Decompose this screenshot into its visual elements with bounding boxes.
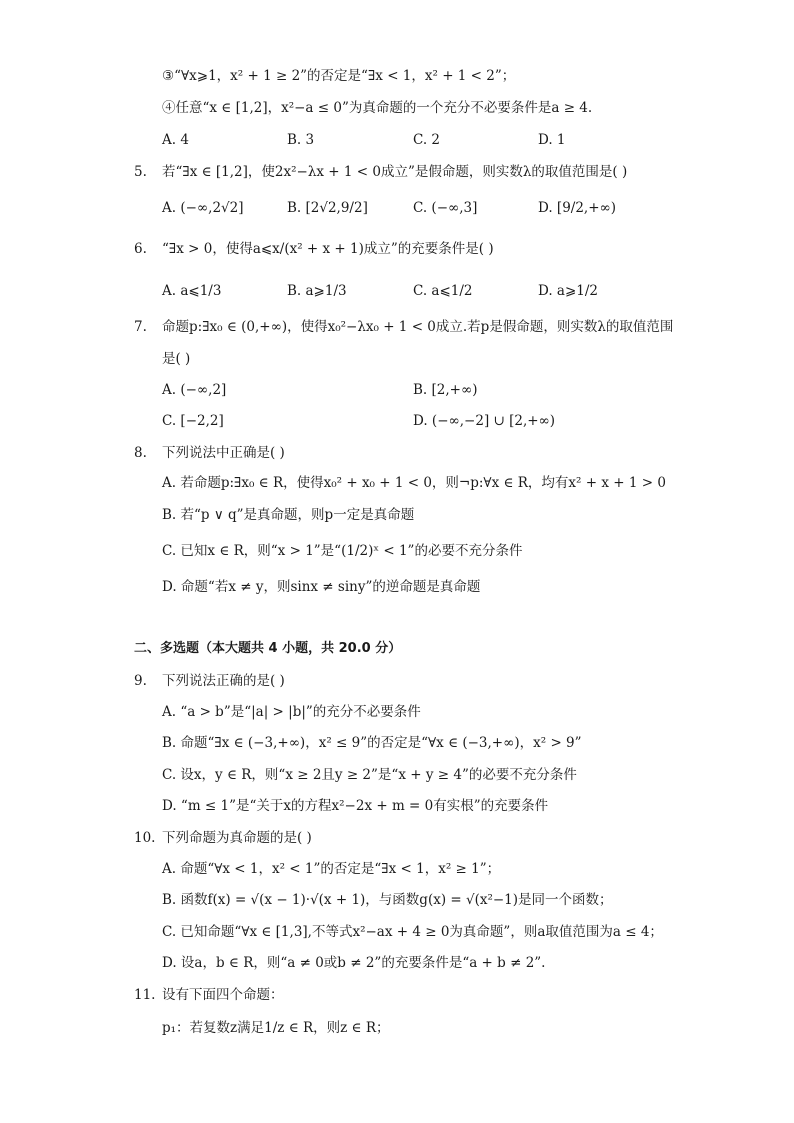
q8-option-b[interactable]: B. 若“p ∨ q”是真命题，则p一定是真命题: [162, 507, 415, 523]
q8-option-c[interactable]: C. 已知x ∈ R，则“x > 1”是“(1/2)ˣ < 1”的必要不充分条件: [162, 543, 523, 559]
q6-stem: “∃x > 0，使得a⩽x/(x² + x + 1)成立”的充要条件是( ): [162, 241, 494, 257]
q5-option-a[interactable]: A. (−∞,2√2]: [162, 200, 244, 216]
q10-stem: 下列命题为真命题的是( ): [162, 830, 312, 846]
q7-stem-line1: 命题p:∃x₀ ∈ (0,+∞)，使得x₀²−λx₀ + 1 < 0成立.若p是假命题，则实数λ的取值范围: [162, 319, 674, 335]
q9-option-d[interactable]: D. “m ≤ 1”是“关于x的方程x²−2x + m = 0有实根”的充要条件: [162, 798, 549, 814]
q4-option-a[interactable]: A. 4: [162, 132, 189, 148]
q9-number: 9.: [134, 673, 147, 689]
q6-number: 6.: [134, 241, 147, 257]
q11-stem: 设有下面四个命题：: [162, 987, 284, 1003]
q11-p1: p₁：若复数z满足1/z ∈ R，则z ∈ R；: [162, 1020, 390, 1036]
q8-option-a[interactable]: A. 若命题p:∃x₀ ∈ R，使得x₀² + x₀ + 1 < 0，则¬p:∀x ∈ R，均有x² + x + 1 > 0: [162, 475, 666, 491]
q7-stem-line2: 是( ): [162, 351, 191, 367]
q7-option-d[interactable]: D. (−∞,−2] ∪ [2,+∞): [413, 413, 556, 429]
section-2-title: 二、多选题（本大题共 4 小题，共 20.0 分）: [134, 641, 402, 656]
q4-option-b[interactable]: B. 3: [287, 132, 315, 148]
q8-number: 8.: [134, 445, 147, 461]
q8-stem: 下列说法中正确是( ): [162, 445, 285, 461]
q10-option-c[interactable]: C. 已知命题“∀x ∈ [1,3],不等式x²−ax + 4 ≥ 0为真命题”，则a取值范围为a ≤ 4；: [162, 924, 663, 940]
q10-number: 10.: [134, 830, 156, 846]
q4-option-d[interactable]: D. 1: [538, 132, 566, 148]
q9-option-b[interactable]: B. 命题“∃x ∈ (−3,+∞)，x² ≤ 9”的否定是“∀x ∈ (−3,+∞)，x² > 9”: [162, 735, 582, 751]
q9-option-a[interactable]: A. “a > b”是“|a| > |b|”的充分不必要条件: [162, 704, 421, 720]
q7-number: 7.: [134, 319, 147, 335]
q11-number: 11.: [134, 987, 156, 1003]
q7-option-b[interactable]: B. [2,+∞): [413, 382, 478, 398]
q5-option-d[interactable]: D. [9/2,+∞): [538, 200, 617, 216]
statement-4: ④任意“x ∈ [1,2]，x²−a ≤ 0”为真命题的一个充分不必要条件是a ≥ 4.: [162, 100, 593, 116]
q10-option-b[interactable]: B. 函数f(x) = √(x − 1)·√(x + 1)，与函数g(x) = √(x²−1)是同一个函数；: [162, 892, 613, 908]
q10-option-a[interactable]: A. 命题“∀x < 1，x² < 1”的否定是“∃x < 1，x² ≥ 1”；: [162, 861, 501, 877]
q10-option-d[interactable]: D. 设a，b ∈ R，则“a ≠ 0或b ≠ 2”的充要条件是“a + b ≠ 2”.: [162, 955, 546, 971]
q4-option-c[interactable]: C. 2: [413, 132, 441, 148]
q5-number: 5.: [134, 164, 147, 180]
q7-option-a[interactable]: A. (−∞,2]: [162, 382, 227, 398]
q6-option-b[interactable]: B. a⩾1/3: [287, 283, 347, 299]
q9-option-c[interactable]: C. 设x，y ∈ R，则“x ≥ 2且y ≥ 2”是“x + y ≥ 4”的必要不充分条件: [162, 767, 577, 783]
q5-option-b[interactable]: B. [2√2,9/2]: [287, 200, 368, 216]
q9-stem: 下列说法正确的是( ): [162, 673, 285, 689]
q6-option-c[interactable]: C. a⩽1/2: [413, 283, 473, 299]
q5-option-c[interactable]: C. (−∞,3]: [413, 200, 478, 216]
q5-stem: 若“∃x ∈ [1,2]，使2x²−λx + 1 < 0成立”是假命题，则实数λ的取值范围是( ): [162, 164, 628, 180]
q7-option-c[interactable]: C. [−2,2]: [162, 413, 224, 429]
q6-option-d[interactable]: D. a⩾1/2: [538, 283, 599, 299]
q8-option-d[interactable]: D. 命题“若x ≠ y，则sinx ≠ siny”的逆命题是真命题: [162, 579, 481, 595]
statement-3: ③“∀x⩾1，x² + 1 ≥ 2”的否定是“∃x < 1，x² + 1 < 2”；: [162, 68, 516, 84]
q6-option-a[interactable]: A. a⩽1/3: [162, 283, 222, 299]
